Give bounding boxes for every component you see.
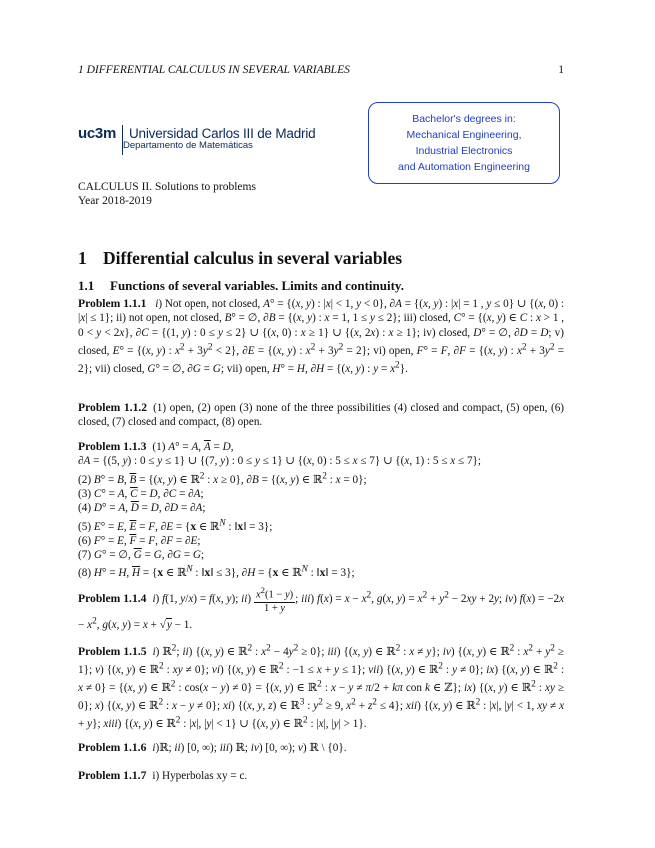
course-year: Year 2018-2019 (78, 195, 152, 207)
subsection-title (78, 278, 404, 294)
logo-short-name: uc3m (78, 124, 116, 142)
degree-line-1: Bachelor's degrees in: (412, 113, 516, 125)
course-name: CALCULUS II. Solutions to problems (78, 181, 256, 193)
problem-1-1-4 (78, 584, 564, 633)
section-number: 1 (78, 248, 87, 268)
problem-label: Problem 1.1.6 (78, 741, 147, 754)
problem-body: i) Hyperbolas xy = c. (152, 770, 248, 782)
problem-1-1-5 (78, 641, 564, 732)
problem-label: Problem 1.1.2 (78, 401, 148, 414)
logo-department: Departamento de Matemáticas (123, 140, 253, 151)
university-logo (78, 118, 338, 158)
problem-1-1-3 (78, 440, 564, 581)
problem-label: Problem 1.1.1 (78, 297, 147, 310)
problem-1-1-1 (78, 297, 564, 377)
running-head (78, 64, 564, 76)
problem-body: (1) open, (2) open (3) none of the three possibilities (4) closed and compact, (5) open, (6) closed, (7) closed and compact, (8) open. (78, 402, 565, 429)
course-info (78, 180, 256, 208)
degree-line-4: and Automation Engineering (398, 161, 530, 173)
page-number: 1 (558, 64, 564, 76)
problem-body: i)ℝ; ii) [0, ∞); iii) ℝ; iv) [0, ∞); v) ℝ \ {0}. (152, 742, 347, 754)
running-title: 1 DIFFERENTIAL CALCULUS IN SEVERAL VARIABLES (78, 64, 350, 76)
degree-line-2: Mechanical Engineering, (406, 129, 522, 141)
section-title (78, 248, 402, 269)
problem-body: i) ℝ$^2$; ii) {(x, y) ∈ ℝ$^2$ : $x^2 - 4y^2 \ge 0$}; iii) {(x, y) ∈ ℝ$^2$ : x ≠ y}; iv) {(x, y) ∈ ℝ$^2$ : $x^2 + y^2 \ge 1$}; v) {(x, y) ∈ ℝ$^2$ : xy ≠ 0}; vi) {(x, y) ∈ ℝ$^2$ : −1 ≤ x + y ≤ 1}; vii) {(x, y) ∈ ℝ$^2$ : y ≠ 0}; ix) {(x, y) ∈ ℝ$^2$ : x ≠ 0} = {(x, y) ∈ ℝ$^2$ : cos(x − y) ≠ 0} = {(x, y) ∈ ℝ$^2$ : x − y ≠ π/2 + kπ con k ∈ ℤ}; ix) {(x, y) ∈ ℝ$^2$ : xy ≥ 0}; x) {(x, y) ∈ ℝ$^2$ : x − y ≠ 0}; xi) {(x, y, z) ∈ ℝ$^3$ : $y^2 \ge 9$, $x^2 + z^2 \le 4$}; xii) {(x, y) ∈ ℝ$^2$ : |x|, |y| < 1, xy ≠ x + y}; xiii) {(x, y) ∈ ℝ$^2$ : |x|, |y| < 1} ∪ {(x, y) ∈ ℝ$^2$ : |x|, |y| > 1}. (78, 643, 565, 731)
problem-body: i) Not open, not closed, A° = {(x, y) : |x| < 1, y < 0}, ∂A = {(x, y) : |x| = 1 , y ≤ 0} ∪ {(x, 0) : |x| ≤ 1}; ii) not open, not closed, B° = ∅, ∂B = {(x, y) : x = 1, 1 ≤ y ≤ 2}; iii) closed, C° = {(x, y) ∈ C : x > 1 , 0 < y < 2x}, ∂C = {(1, y) : 0 ≤ y ≤ 2} ∪ {(x, 0) : x ≥ 1} ∪ {(x, 2x) : x ≥ 1}; iv) closed, D° = ∅, ∂D = D; v) closed, E° = {(x, y) : $x^2 + 3y^2 < 2$}, ∂E = {(x, y) : $x^2 + 3y^2 = 2$}; vi) open, F° = F, ∂F = {(x, y) : $x^2 + 3y^2 = 2$}; vii) closed, G° = ∅, ∂G = G; vii) open, H° = H, ∂H = {(x, y) : $y = x^2$}. (78, 298, 565, 376)
problem-1-1-7 (78, 769, 564, 783)
problem-label: Problem 1.1.5 (78, 644, 147, 658)
subsection-number: 1.1 (78, 278, 95, 293)
problem-label: Problem 1.1.4 (78, 591, 147, 605)
logo-university-name: Universidad Carlos III de Madrid (129, 125, 316, 141)
degree-box (368, 102, 560, 184)
problem-body: i) f(1, y/x) = f(x, y); ii) $\frac{x^2(1 - y)}{1 + y}$ ; iii) $f(x) = x - x^2$, g(x, $y) = x^2 + y^2 - 2xy + 2y$; iv) $f(x) = -2x - x^2$, g(x, y) = x + √y − 1. (78, 585, 565, 632)
degree-line-3: Industrial Electronics (415, 145, 513, 157)
section-title-text: Differential calculus in several variables (103, 248, 403, 268)
problem-label: Problem 1.1.3 (78, 440, 147, 453)
problem-1-1-2 (78, 401, 564, 430)
subsection-title-text: Functions of several variables. Limits and continuity. (110, 278, 404, 293)
problem-1-1-6 (78, 741, 564, 755)
problem-body: (1) A° = A, $\overline{A} = D$, ∂A = {(5, y) : 0 ≤ y ≤ 1} ∪ {(7, y) : 0 ≤ y ≤ 1} ∪ {(x, 0) : 5 ≤ x ≤ 7} ∪ {(x, 1) : 5 ≤ x ≤ 7}; (2) B° = B, $\overline{B} = \{(x$, y) ∈ ℝ$^2$ : x ≥ 0}, ∂B = {(x, y) ∈ ℝ$^2$ : x = 0}; (3) C° = A, $\overline{C} = D$, ∂C = ∂A; (4) D° = A, $\overline{D} = D$, ∂D = ∂A; (5) E° = E, $\overline{E} = F$, ∂E = {x ∈ ℝ$^N$ : ‖x‖ = 3}; (6) F° = E, $\overline{F} = F$, ∂F = ∂E; (7) G° = ∅, $\overline{G} = G$, ∂G = G; (8) H° = H, $\overline{H} = \{x$ ∈ ℝ$^N$ : ‖x‖ ≤ 3}, ∂H = {x ∈ ℝ$^N$ : ‖x‖ = 3}; (78, 441, 482, 580)
problem-label: Problem 1.1.7 (78, 769, 147, 782)
